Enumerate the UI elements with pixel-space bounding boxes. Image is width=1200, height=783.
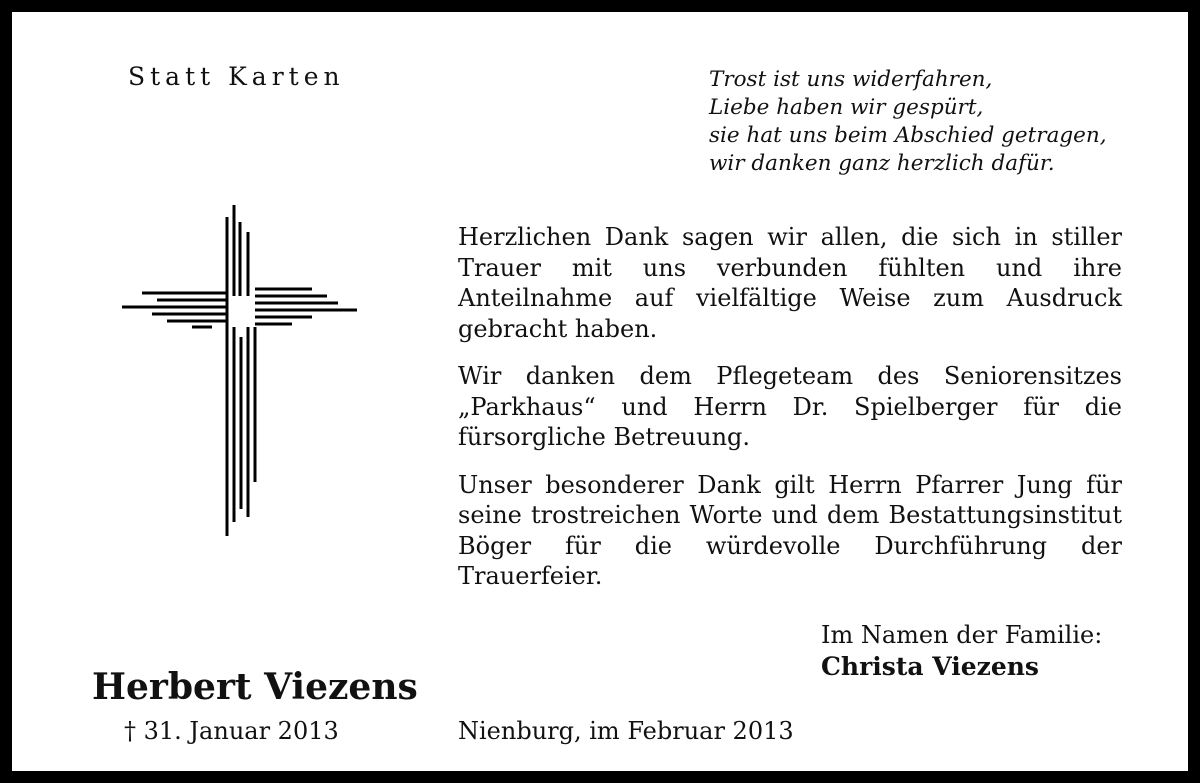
body-paragraph: Herzlichen Dank sagen wir allen, die sich in stiller Trauer mit uns verbunden fühlten und ihre Anteilnahme auf vielfältige Weise zum Ausdruck gebracht haben. <box>458 223 1122 343</box>
death-date: † 31. Januar 2013 <box>124 717 339 745</box>
poem-line: sie hat uns beim Abschied getragen, <box>709 123 1107 148</box>
poem <box>709 66 1107 178</box>
deceased-name: Herbert Viezens <box>92 666 418 708</box>
poem-line: Trost ist uns widerfahren, <box>709 67 993 92</box>
body-paragraph: Wir danken dem Pflegeteam des Seniorensitzes „Parkhaus“ und Herrn Dr. Spielberger für die fürsorgliche Betreuung. <box>458 362 1122 451</box>
poem-line: Liebe haben wir gespürt, <box>709 95 984 120</box>
poem-line: wir danken ganz herzlich dafür. <box>709 151 1055 176</box>
body-paragraph: Unser besonderer Dank gilt Herrn Pfarrer Jung für seine trostreichen Worte und dem Bestattungsinstitut Böger für die würdevolle Durchführung der Trauerfeier. <box>458 470 1122 590</box>
cross-icon <box>112 197 372 542</box>
signature-intro: Im Namen der Familie: <box>821 621 1103 649</box>
statt-karten-label: Statt Karten <box>128 62 345 91</box>
signature-name: Christa Viezens <box>821 652 1039 681</box>
place-date: Nienburg, im Februar 2013 <box>458 717 794 745</box>
body-text <box>458 222 1122 609</box>
signature-block <box>821 620 1102 682</box>
